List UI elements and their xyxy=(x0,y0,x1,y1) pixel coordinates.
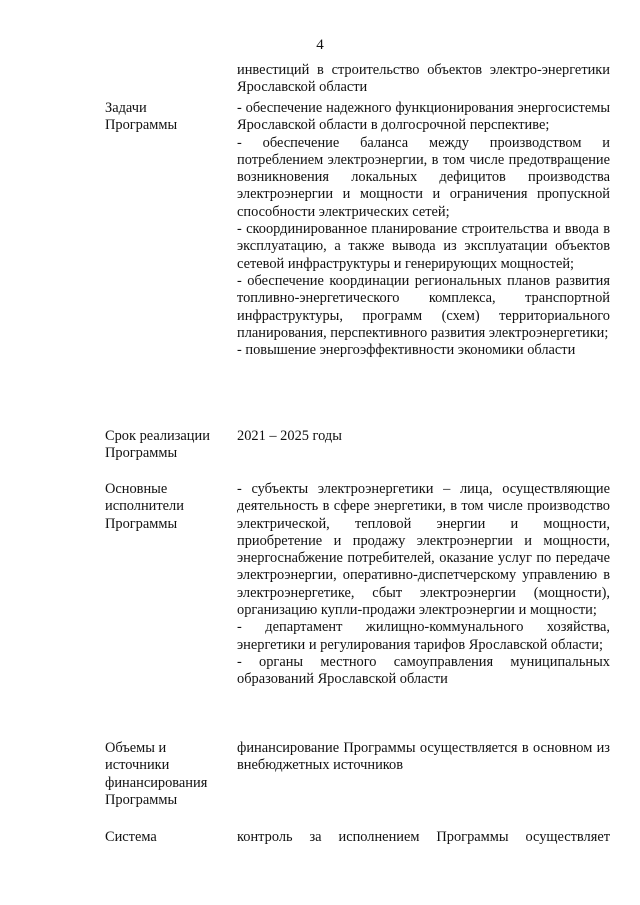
row-content xyxy=(237,100,610,359)
label-line: источники xyxy=(105,757,170,774)
label-line: Программы xyxy=(105,445,178,462)
paragraph: - обеспечение координации региональных планов развития топливно-энергетического комплекса, транспортной инфраструктуры, программ (схем) территориального планирования, перспективного развития электроэнергетики; xyxy=(237,272,610,341)
row-label xyxy=(105,100,225,135)
row-content xyxy=(237,481,610,689)
label-line: финансирования xyxy=(105,774,208,791)
row-content xyxy=(237,829,610,846)
paragraph: - скоординированное планирование строительства и ввода в эксплуатацию, а также вывода из эксплуатации объектов сетевой инфраструктуры и генерирующих мощностей; xyxy=(237,221,610,272)
label-line: Задачи xyxy=(105,100,147,116)
paragraph: - повышение энергоэффективности экономики области xyxy=(237,342,576,359)
label-line: Система xyxy=(105,829,157,845)
paragraph: финансирование Программы осуществляется в основном из внебюджетных источников xyxy=(237,740,610,774)
paragraph: - департамент жилищно-коммунального хозяйства, энергетики и регулирования тарифов Ярославской области; xyxy=(237,619,610,653)
page-number: 4 xyxy=(316,37,324,53)
label-line: Срок реализации xyxy=(105,428,210,444)
label-line: Программы xyxy=(105,117,178,134)
paragraph: 2021 – 2025 годы xyxy=(237,428,342,444)
row-content xyxy=(237,740,610,775)
paragraph: инвестиций в строительство объектов электро-энергетики Ярославской области xyxy=(237,62,610,96)
paragraph: - органы местного самоуправления муниципальных образований Ярославской области xyxy=(237,653,610,688)
label-line: Объемы и xyxy=(105,740,167,756)
row-label xyxy=(105,428,225,463)
label-line: Основные xyxy=(105,481,168,497)
row-content xyxy=(237,62,610,97)
row-label xyxy=(105,740,225,809)
paragraph: - субъекты электроэнергетики – лица, осуществляющие деятельность в сфере энергетики, в том числе производство электрической, тепловой энергии и мощности, приобретение и продажу электроэнергии и мощности, энергоснабжение потребителей, оказание услуг по передаче электроэнергии, оперативно-диспетчерскому управлению в электроэнергетике, сбыт электроэнергии (мощности), организацию купли-продажи электроэнергии и мощности; xyxy=(237,481,610,619)
paragraph: - обеспечение надежного функционирования энергосистемы Ярославской области в долгосрочной перспективе; xyxy=(237,100,610,134)
row-label xyxy=(105,829,225,846)
label-line: Программы xyxy=(105,791,178,808)
row-label xyxy=(105,481,225,533)
paragraph: контроль за исполнением Программы осуществляет xyxy=(237,829,610,845)
paragraph: - обеспечение баланса между производством и потреблением электроэнергии, в том числе предотвращение возникновения локальных дефицитов производства электроэнергии и мощности и ограничения пропускной способности электрических сетей; xyxy=(237,134,610,220)
label-line: исполнители xyxy=(105,498,184,515)
label-line: Программы xyxy=(105,515,178,532)
row-content xyxy=(237,428,610,445)
